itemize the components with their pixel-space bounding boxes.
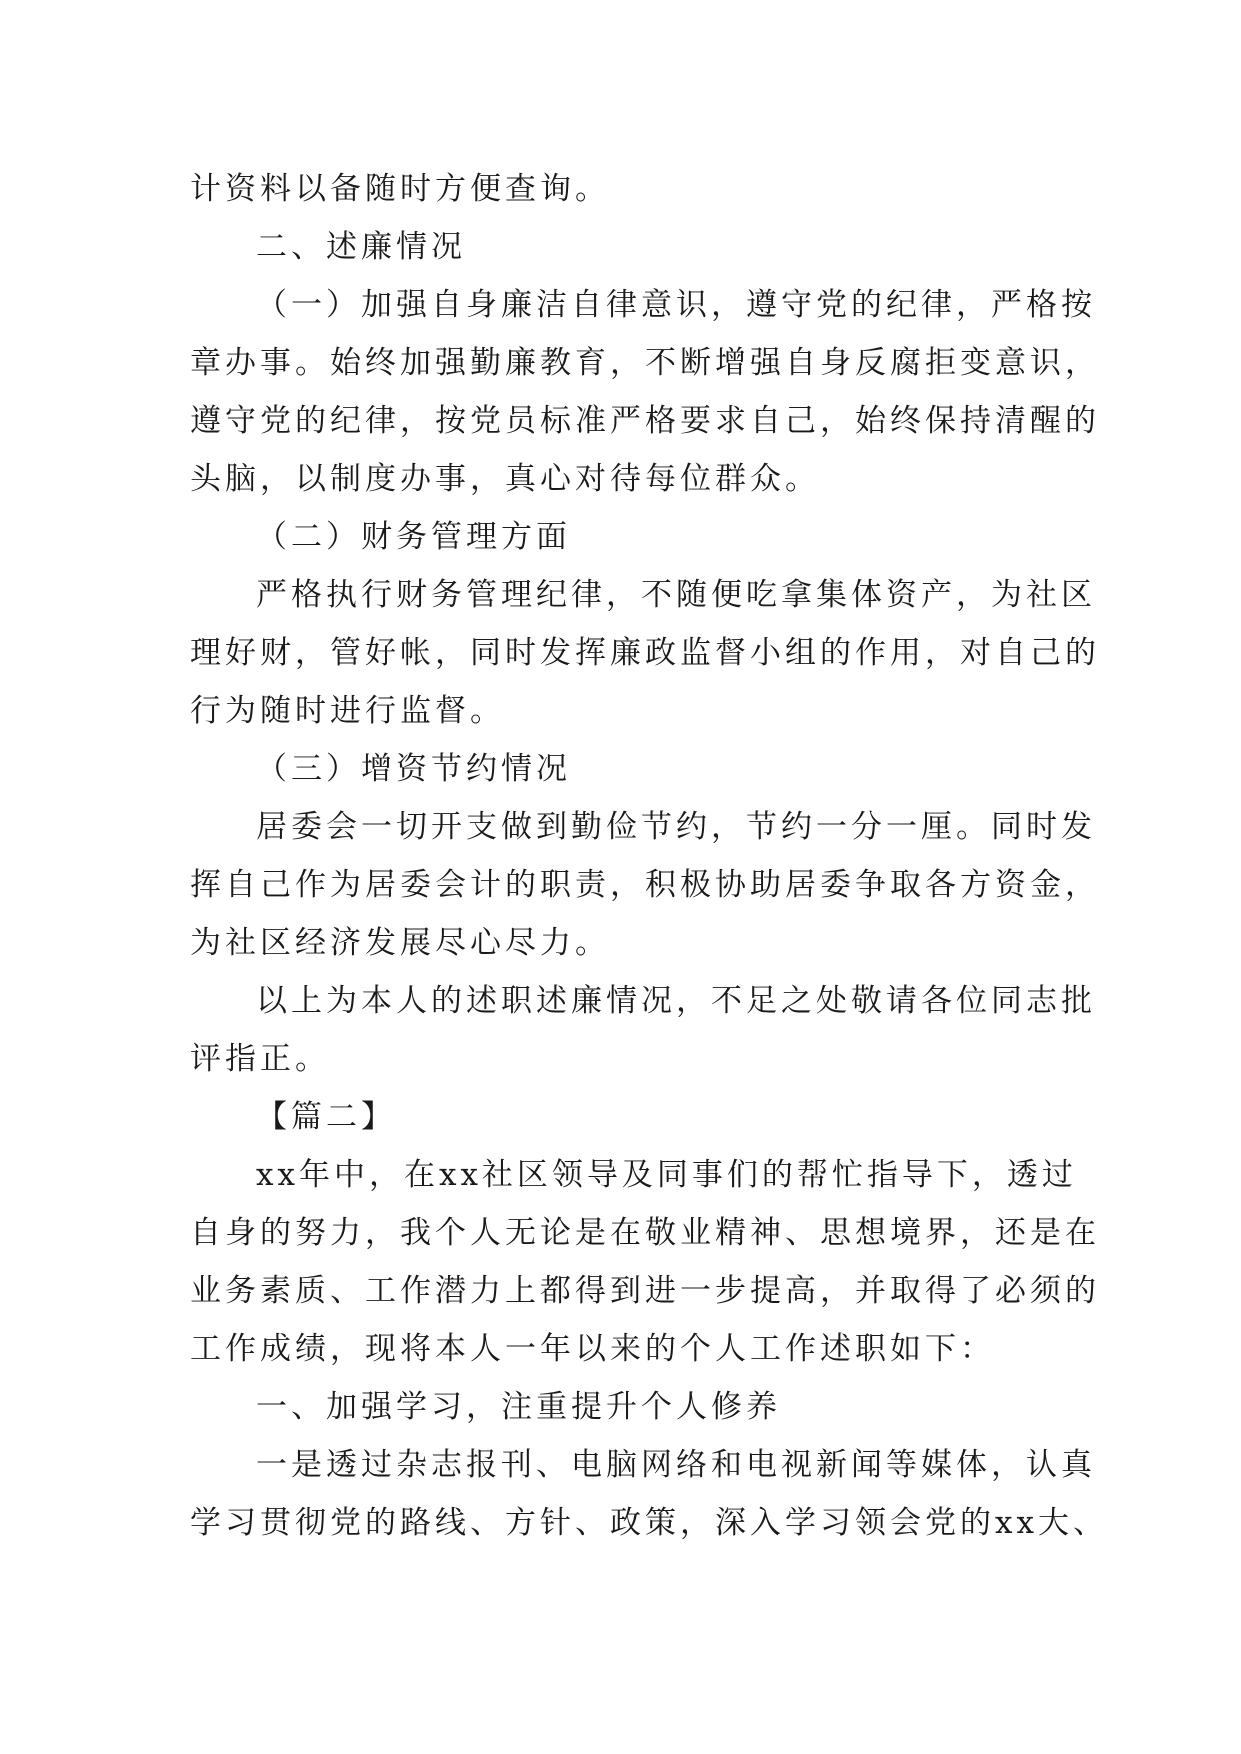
text-line: 评指正。 [190, 1041, 330, 1077]
section-heading: 【篇二】 [256, 1099, 396, 1135]
text-line: 以上为本人的述职述廉情况，不足之处敬请各位同志批 [256, 983, 1096, 1019]
text-line: 理好财，管好帐，同时发挥廉政监督小组的作用，对自己的 [190, 635, 1100, 671]
text-line: 一、加强学习，注重提升个人修养 [256, 1389, 781, 1425]
text-line: 工作成绩，现将本人一年以来的个人工作述职如下： [190, 1331, 995, 1367]
text-line: 计资料以备随时方便查询。 [190, 171, 610, 207]
text-line: 章办事。始终加强勤廉教育，不断增强自身反腐拒变意识， [190, 345, 1100, 381]
text-line: 一是透过杂志报刊、电脑网络和电视新闻等媒体，认真 [256, 1447, 1096, 1483]
text-line: （二）财务管理方面 [256, 519, 571, 555]
text-line: （一）加强自身廉洁自律意识，遵守党的纪律，严格按 [256, 287, 1096, 323]
text-line: 行为随时进行监督。 [190, 693, 505, 729]
text-line: 居委会一切开支做到勤俭节约，节约一分一厘。同时发 [256, 809, 1096, 845]
text-line: 业务素质、工作潜力上都得到进一步提高，并取得了必须的 [190, 1273, 1100, 1309]
text-line: xx年中，在xx社区领导及同事们的帮忙指导下，透过 [256, 1157, 1077, 1193]
text-line: 严格执行财务管理纪律，不随便吃拿集体资产，为社区 [256, 577, 1096, 613]
text-line: 挥自己作为居委会计的职责，积极协助居委争取各方资金， [190, 867, 1100, 903]
text-line: 遵守党的纪律，按党员标准严格要求自己，始终保持清醒的 [190, 403, 1100, 439]
document-body [190, 160, 1108, 1552]
text-line: 二、述廉情况 [256, 229, 466, 265]
text-line: 自身的努力，我个人无论是在敬业精神、思想境界，还是在 [190, 1215, 1100, 1251]
text-line: 为社区经济发展尽心尽力。 [190, 925, 610, 961]
text-line: 头脑，以制度办事，真心对待每位群众。 [190, 461, 820, 497]
text-line: （三）增资节约情况 [256, 751, 571, 787]
text-line: 学习贯彻党的路线、方针、政策，深入学习领会党的xx大、 [190, 1505, 1108, 1541]
